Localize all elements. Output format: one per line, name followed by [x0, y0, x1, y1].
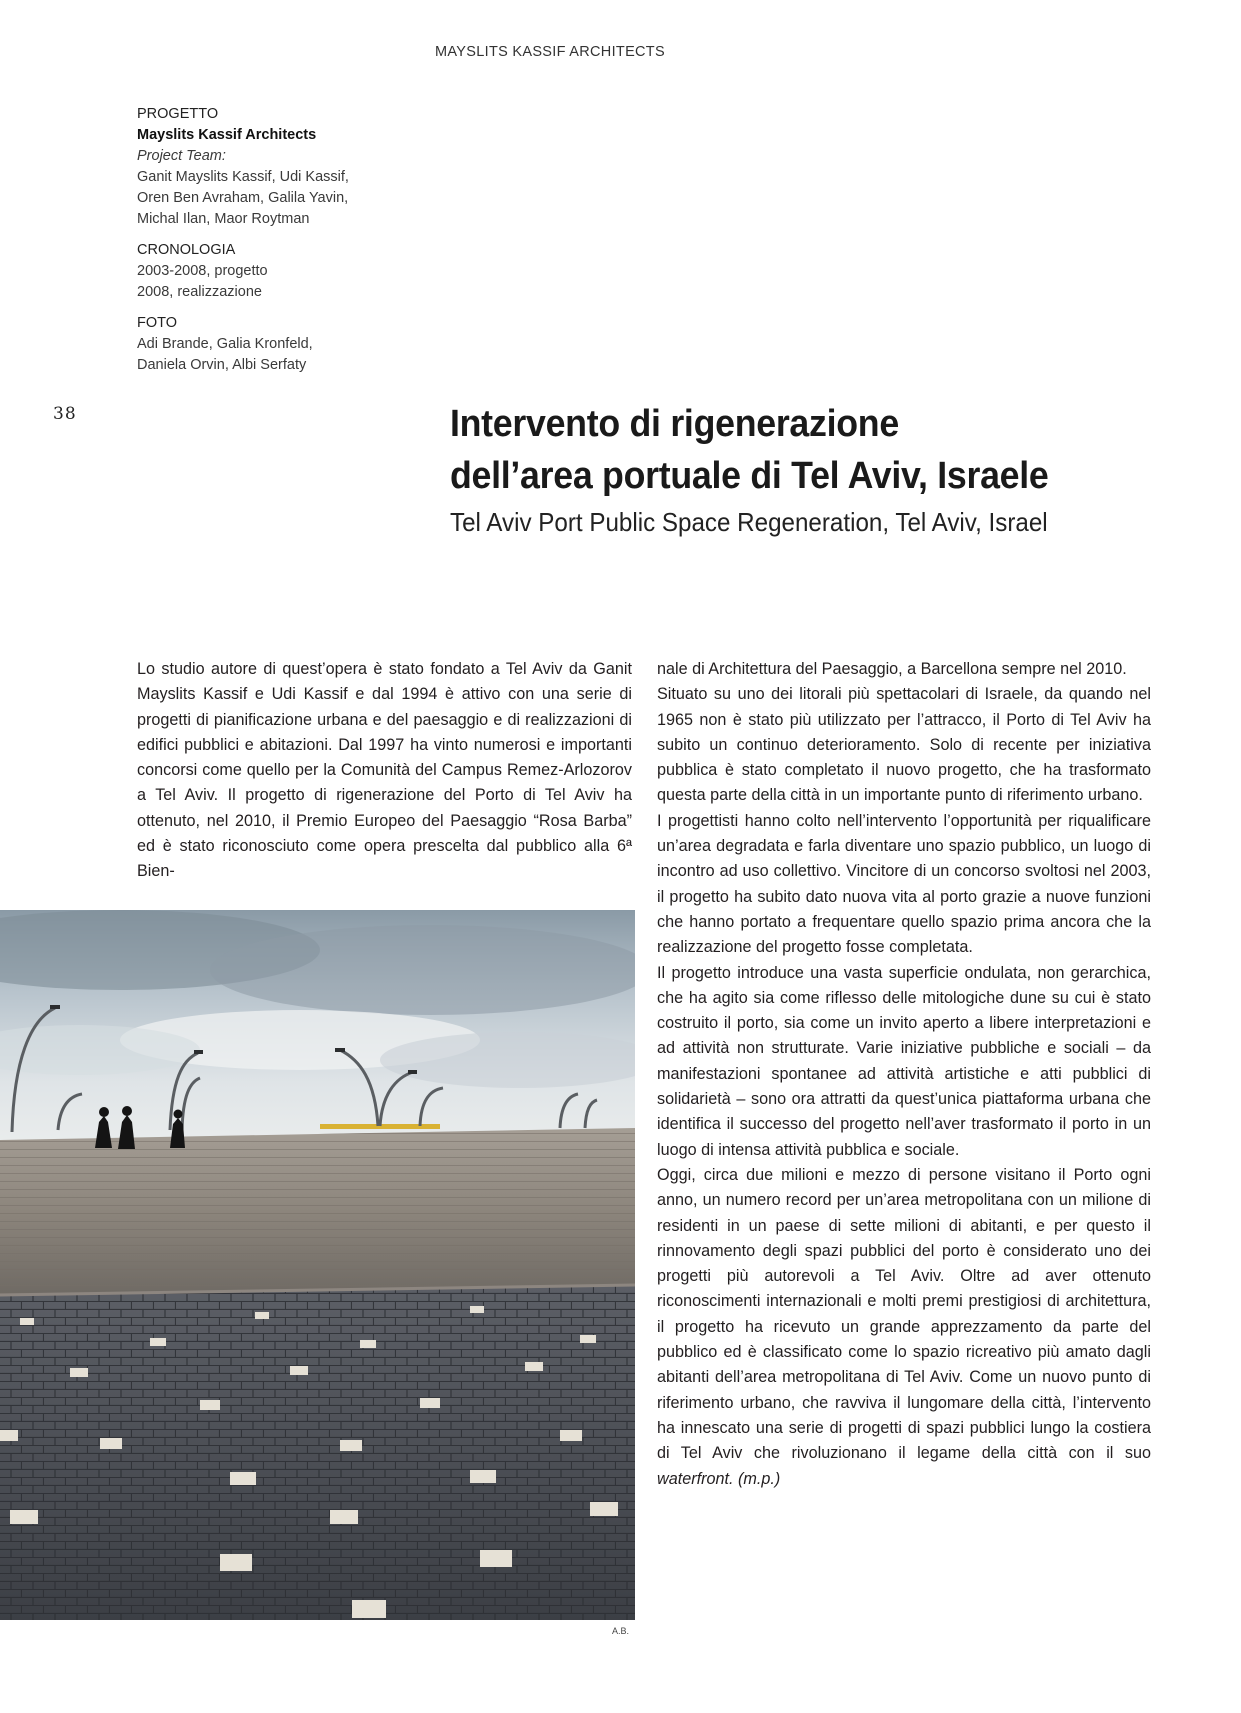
team-line: Oren Ben Avraham, Galila Yavin, [137, 190, 349, 206]
running-header: MAYSLITS KASSIF ARCHITECTS [435, 44, 665, 60]
body-column-right [657, 657, 1151, 1492]
cronologia-line: 2008, realizzazione [137, 284, 262, 300]
cronologia-line: 2003-2008, progetto [137, 263, 268, 279]
team-label: Project Team: [137, 148, 226, 164]
cronologia-block [137, 240, 377, 303]
cronologia-label: CRONOLOGIA [137, 242, 236, 258]
progetto-block [137, 104, 377, 230]
body-column-left [137, 657, 632, 885]
waterfront-italic: waterfront. (m.p.) [657, 1469, 781, 1488]
foto-line: Daniela Orvin, Albi Serfaty [137, 357, 307, 373]
project-credits [137, 104, 377, 386]
body-paragraph: I progettisti hanno colto nell’intervento l’opportunità per riqualificare un’area degradata e farla diventare uno spazio pubblico, un luogo di incontro ad uso collettivo. Vincitore di un concorso svoltosi nel 2003, il progetto ha subito dato nuova vita al porto grazie a nuove funzioni che hanno portato a frequentare quello spazio prima ancora che la realizzazione del progetto fosse completata. [657, 811, 1151, 957]
port-photo-illustration [0, 910, 635, 1620]
body-paragraph [657, 1163, 1151, 1492]
body-paragraph-continuation: nale di Architettura del Paesaggio, a Barcellona sempre nel 2010. [657, 660, 1127, 678]
team-line: Ganit Mayslits Kassif, Udi Kassif, [137, 169, 349, 185]
progetto-label: PROGETTO [137, 106, 219, 122]
foto-label: FOTO [137, 315, 178, 331]
team-line: Michal Ilan, Maor Roytman [137, 211, 310, 227]
page-number: 38 [53, 404, 77, 424]
foto-line: Adi Brande, Galia Kronfeld, [137, 336, 313, 352]
article-title-line-2: dell’area portuale di Tel Aviv, Israele [450, 455, 1049, 497]
article-title-block [450, 398, 1230, 538]
body-paragraph: Situato su uno dei litorali più spettacolari di Israele, da quando nel 1965 non è stato più utilizzato per l’attracco, il Porto di Tel Aviv ha subito un continuo deterioramento. Solo di recente per iniziativa pubblica è stato completato il nuovo progetto, che ha trasformato questa parte della città in un importante punto di riferimento urbano. [657, 685, 1151, 805]
firm-name: Mayslits Kassif Architects [137, 127, 317, 143]
body-paragraph: Lo studio autore di quest’opera è stato fondato a Tel Aviv da Ganit Mayslits Kassif e Udi Kassif e dal 1994 è attivo con una serie di progetti di pianificazione urbana e del paesaggio e di realizzazioni di edifici pubblici e abitazioni. Dal 1997 ha vinto numerosi e importanti concorsi come quello per la Comunità del Campus Remez-Arlozorov a Tel Aviv. Il progetto di rigenerazione del Porto di Tel Aviv ha ottenuto, nel 2010, il Premio Europeo del Paesaggio “Rosa Barba” ed è stato riconosciuto come opera prescelta dal pubblico alla 6ª Bien- [137, 660, 632, 881]
photo-credit: A.B. [612, 1626, 630, 1636]
article-subtitle: Tel Aviv Port Public Space Regeneration, Tel Aviv, Israel [450, 507, 1048, 537]
body-paragraph: Il progetto introduce una vasta superficie ondulata, non gerarchica, che ha agito sia come riflesso delle mitologiche dune su cui è stato costruito il porto, sia come un invito aperto a libere interpretazioni e ad attività non strutturate. Varie iniziative pubbliche e sociali – da manifestazioni spontanee ad attività artistiche e atti pubblici di solidarietà – sono ora attratti da quest’unica piattaforma urbana che identifica il successo del progetto nell’aver trasformato il porto in un luogo di intensa attività pubblica e sociale. [657, 963, 1151, 1159]
port-photo [0, 910, 635, 1620]
article-title-line-1: Intervento di rigenerazione [450, 403, 899, 445]
foto-block [137, 313, 377, 376]
body-paragraph-text: Oggi, circa due milioni e mezzo di persone visitano il Porto ogni anno, un numero record per un’area metropolitana con un milione di residenti in un paese di sette milioni di abitanti, e per questo il rinnovamento degli spazi pubblici del porto è considerato uno dei progetti più autorevoli a Tel Aviv. Oltre ad aver ottenuto riconoscimenti internazionali e molti premi prestigiosi di architettura, il progetto ha ricevuto un grande apprezzamento da parte del pubblico ed è classificato come lo spazio ricreativo più amato dagli abitanti dell’area metropolitana di Tel Aviv. Come un nuovo punto di riferimento urbano, che ravviva il lungomare della città, l’intervento ha innescato una serie di progetti di spazi pubblici lungo la costiera di Tel Aviv che rivoluzionano il legame della città con il suo [657, 1165, 1151, 1463]
